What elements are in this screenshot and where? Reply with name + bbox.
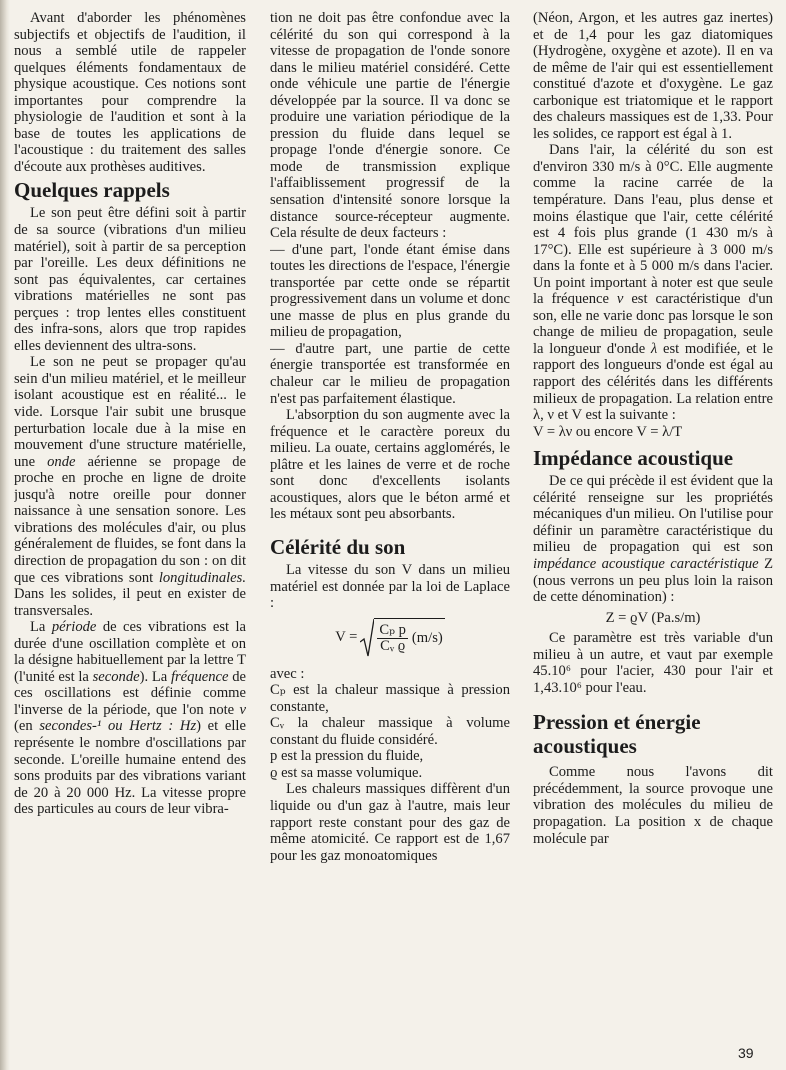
radical-sign-icon xyxy=(360,618,374,658)
column-1 xyxy=(14,10,246,1020)
impedance-formula: Z = ϱV (Pa.s/m) xyxy=(605,609,701,626)
paragraph-definition-son: Le son peut être défini soit à partir de sa source (vibrations d'un milieu matériel), soit à partir de sa perception par l'oreille. Les deux définitions ne sont pas équivalentes, car certaines vibrations matérielles ne sont pas perçues : trop lentes elles constituent des infra-sons, alors que trop rapides elles deviennent des ultra-sons. xyxy=(14,205,246,354)
radicand xyxy=(374,618,444,658)
definition-cp: Cₚ est la chaleur massique à pression constante, xyxy=(270,682,510,715)
definition-rho: ϱ est sa masse volumique. xyxy=(270,764,423,781)
fraction-numerator: Cₚ p xyxy=(379,621,406,638)
definition-cv: Cᵥ la chaleur massique à volume constant du fluide considéré. xyxy=(270,715,510,748)
laplace-formula xyxy=(270,614,510,662)
heading-celerite-du-son: Célérité du son xyxy=(270,534,406,559)
intro-paragraph: Avant d'aborder les phénomènes subjectifs et objectifs de l'audition, il nous a semblé utile de rappeler quelques éléments fondamentaux de physique acoustique. Ces notions sont importantes pour comprendre la physiologie de l'audition et sont à la base de toutes les applications de l'acoustique : du traitement des salles d'écoute aux prothèses auditives. xyxy=(14,10,246,175)
paragraph-celerite-distinction: tion ne doit pas être confondue avec la célérité du son qui correspond à la vitesse de propagation de l'onde sonore dans le milieu matériel considéré. Cette onde véhicule une partie de l'énergie développée par la source. Il va donc se produire une variation périodique de la pression du fluide dans lequel se propage l'onde d'énergie sonore. Ce mode de transmission explique l'affaiblissement progressif de la sensation d'intensité sonore lorsque la distance source-récepteur augmente. Cela résulte de deux facteurs : xyxy=(270,10,510,242)
fraction-denominator: Cᵥ ϱ xyxy=(380,637,406,654)
formula-unit: (m/s) xyxy=(411,629,443,646)
paragraph-chaleurs-massiques: Les chaleurs massiques diffèrent d'un liquide ou d'un gaz à l'autre, mais leur rapport reste constant pour des gaz de même atomicité. Ce rapport est de 1,67 pour les gaz monoatomiques xyxy=(270,781,510,864)
page-number: 39 xyxy=(738,1045,754,1061)
paragraph-periode: La période de ces vibrations est la durée d'une oscillation complète et on la désigne habituellement par la lettre T (l'unité est la seconde). La fréquence de ces oscillations est définie comme l'inverse de la période, que l'on note ν (en secondes-¹ ou Hertz : Hz) et elle représente le nombre d'oscillations par seconde. L'oreille humaine entend des sons produits par des vibrations variant de 20 à 20 000 Hz. La vitesse propre des particules au cours de leur vibra- xyxy=(14,619,246,818)
paragraph-gaz: (Néon, Argon, et les autres gaz inertes) et de 1,4 pour les gaz diatomiques (Hydrogène, oxygène et azote). Il en va de même de l'air qui est essentiellement constitué d'azote et d'oxygène. Le gaz carbonique est triatomique et le rapport des chaleurs massiques est de 1,33. Pour les solides, ce rapport est égal à 1. xyxy=(533,10,773,142)
list-item-first-factor: — d'une part, l'onde étant émise dans toutes les directions de l'espace, l'énergie transportée par cette onde se répartit progressivement dans un volume et donc une masse de plus en plus grande du milieu de propagation, xyxy=(270,241,510,341)
column-2 xyxy=(270,10,510,1020)
column-3 xyxy=(533,10,773,1020)
heading-impedance-acoustique: Impédance acoustique xyxy=(533,446,734,471)
list-item-second-factor: — d'autre part, une partie de cette énergie transportée est transformée en chaleur car le milieu de propagation n'est pas parfaitement élastique. xyxy=(270,340,510,407)
paragraph-absorption: L'absorption du son augmente avec la fréquence et le caractère poreux du milieu. La ouate, certains agglomérés, le plâtre et les laines de verre et de roche sont donc d'excellents isolants acoustiques, alors que le béton armé et les métaux sont peu absorbants. xyxy=(270,407,510,523)
square-root xyxy=(360,618,444,658)
page-binding-shadow xyxy=(0,0,10,1070)
paragraph-pression: Comme nous l'avons dit précédemment, la source provoque une vibration des molécules du milieu de propagation. La position x de chaque molécule par xyxy=(533,764,773,847)
paragraph-impedance: De ce qui précède il est évident que la célérité renseigne sur les propriétés mécaniques d'un milieu. On l'utilise pour définir un paramètre caractéristique du milieu de propagation qui est son impédance acoustique caractéristique Z (nous verrons un peu plus loin la raison de cette dénomination) : xyxy=(533,473,773,606)
paragraph-propagation: Le son ne peut se propager qu'au sein d'un milieu matériel, et le meilleur isolant acoustique est en réalité... le vide. Lorsque l'air subit une brusque perturbation locale due à la mise en mouvement d'une structure matérielle, une onde aérienne se propage de proche en proche en ligne de droite jusqu'à notre oreille pour donner naissance à une sensation sonore. Les vibrations des molécules d'air, ou plus généralement de fluides, se font dans la direction de propagation du son : on dit que ces vibrations sont longitudinales. Dans les solides, il peut en exister de transversales. xyxy=(14,354,246,619)
paragraph-laplace: La vitesse du son V dans un milieu matériel est donnée par la loi de Laplace : xyxy=(270,561,510,612)
paragraph-celerite-air: Dans l'air, la célérité du son est d'environ 330 m/s à 0°C. Elle augmente comme la racine carrée de la température. Dans l'eau, plus dense et moins élastique que l'air, cette célérité est 4 fois plus grande (1 430 m/s à 17°C). Elle est supérieure à 3 000 m/s dans la fonte et à 5 000 m/s dans l'acier. Un point important à noter est que seule la fréquence ν est caractéristique d'un son, elle ne varie donc pas lorsque le son change de milieu de propagation, seule la longueur d'onde λ est modifiée, et le rapport des longueurs d'onde est égal au rapport des célérités dans les différents milieux de propagation. La relation entre λ, ν et V est la suivante : xyxy=(533,142,773,424)
fraction xyxy=(377,623,408,654)
relation-formula: V = λν ou encore V = λ/T xyxy=(533,423,683,440)
heading-pression-energie: Pression et énergie acoustiques xyxy=(533,710,701,759)
formula-lhs: V = xyxy=(335,629,358,646)
paragraph-parametre: Ce paramètre est très variable d'un milieu à un autre, et vaut par exemple 45.10⁶ pour l'acier, 430 pour l'air et 1,43.10⁶ pour l'eau. xyxy=(533,630,773,696)
avec-label: avec : xyxy=(270,665,305,682)
heading-quelques-rappels: Quelques rappels xyxy=(14,178,170,203)
definition-p: p est la pression du fluide, xyxy=(270,748,424,765)
